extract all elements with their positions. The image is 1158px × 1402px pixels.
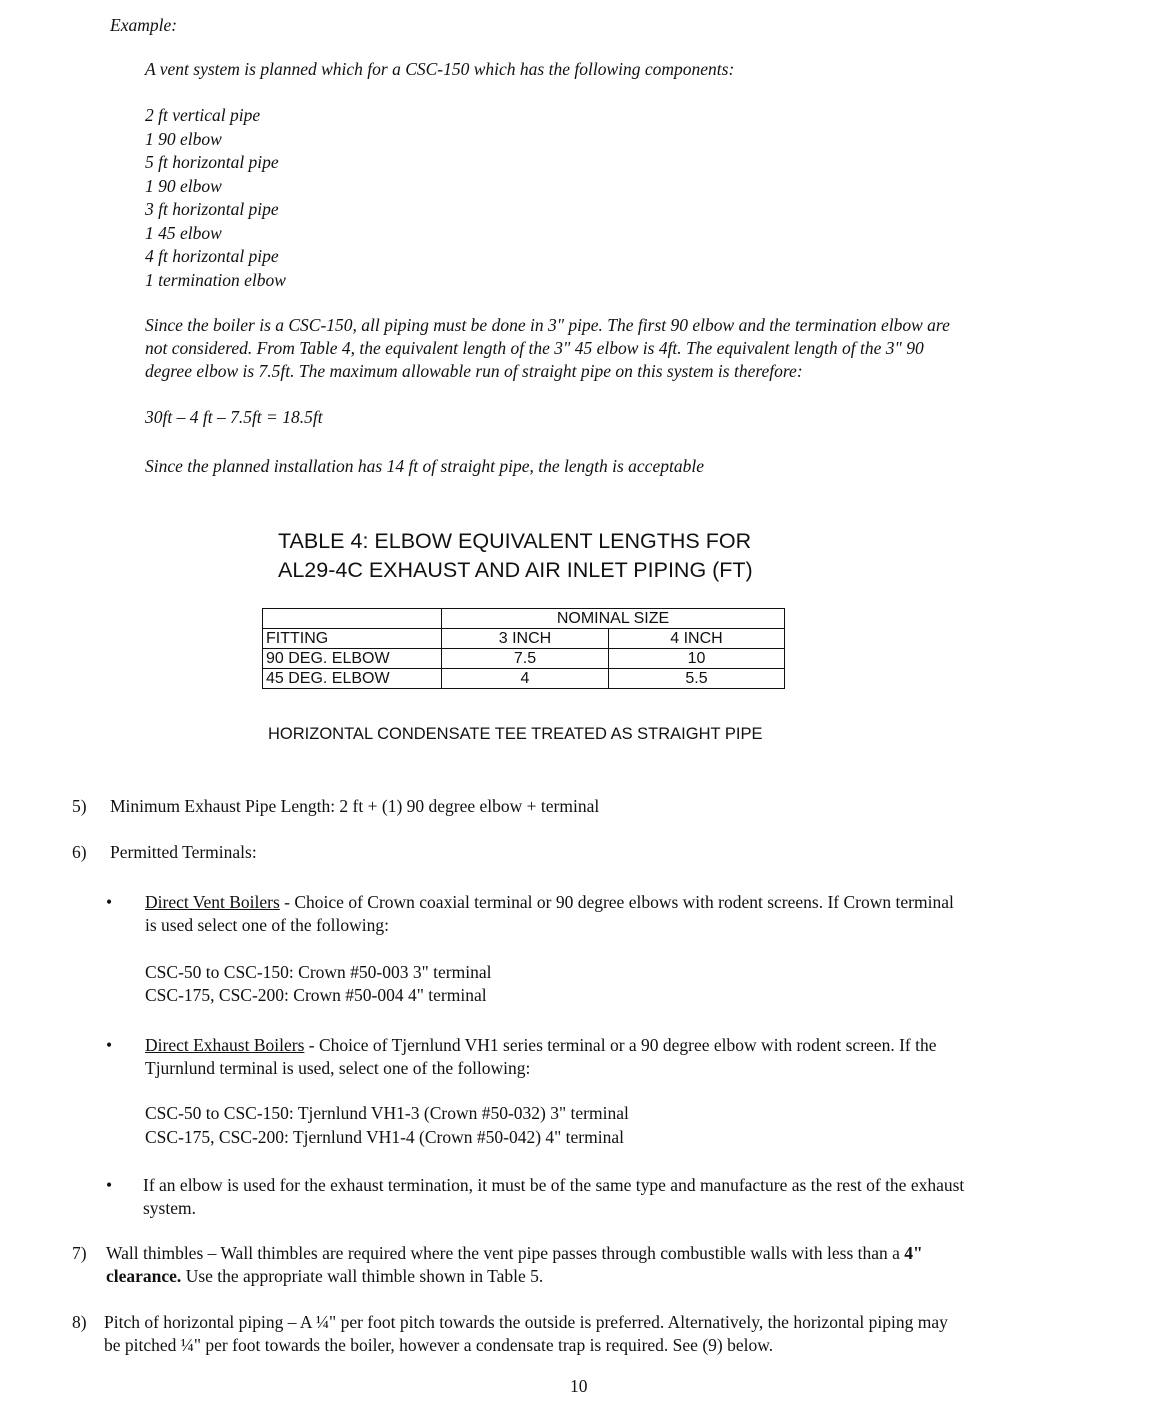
- example-intro: A vent system is planned which for a CSC-150 which has the following components:: [145, 59, 735, 79]
- item-number: 7): [72, 1243, 87, 1263]
- table-row: [263, 629, 785, 649]
- example-label: Example:: [110, 15, 178, 35]
- table-title-line: AL29-4C EXHAUST AND AIR INLET PIPING (FT): [278, 558, 753, 582]
- direct-vent-link: Direct Vent Boilers: [145, 892, 280, 912]
- item-number: 6): [72, 842, 87, 862]
- list-item: 1 90 elbow: [145, 128, 222, 149]
- table-note: HORIZONTAL CONDENSATE TEE TREATED AS STRAIGHT PIPE: [268, 725, 763, 743]
- elbow-table: [262, 608, 785, 689]
- table-cell: 10: [609, 649, 785, 669]
- list-item: 4 ft horizontal pipe: [145, 246, 279, 266]
- table-title-line: TABLE 4: ELBOW EQUIVALENT LENGTHS FOR: [278, 529, 752, 553]
- list-item: 2 ft vertical pipe: [145, 105, 261, 125]
- bullet-text: [145, 891, 954, 915]
- text: - Choice of Tjernlund VH1 series terminal or a 90 degree elbow with rodent screen. If the: [304, 1035, 937, 1055]
- direct-exhaust-link: Direct Exhaust Boilers: [145, 1035, 305, 1055]
- table-row: [263, 669, 785, 689]
- table-cell: 45 DEG. ELBOW: [263, 669, 442, 689]
- table-cell: 5.5: [609, 669, 785, 689]
- terminal-line: CSC-175, CSC-200: Crown #50-004 4" terminal: [145, 985, 487, 1005]
- item-text: Minimum Exhaust Pipe Length: 2 ft + (1) 90 degree elbow + terminal: [110, 796, 600, 816]
- list-item: 5 ft horizontal pipe: [145, 152, 279, 172]
- table-cell: 7.5: [442, 649, 609, 669]
- item-text: [106, 1242, 923, 1266]
- text: Use the appropriate wall thimble shown in Table 5.: [181, 1266, 544, 1286]
- text: - Choice of Crown coaxial terminal or 90 degree elbows with rodent screens. If Crown terminal: [279, 892, 954, 912]
- table-cell: 90 DEG. ELBOW: [263, 649, 442, 669]
- list-item: 3 ft horizontal pipe: [145, 199, 279, 219]
- group-header: NOMINAL SIZE: [442, 609, 785, 629]
- bullet-text: Tjurnlund terminal is used, select one of the following:: [145, 1058, 531, 1078]
- paragraph-line: Since the boiler is a CSC-150, all piping must be done in 3" pipe. The first 90 elbow and the termination elbow are: [145, 315, 950, 335]
- text: Wall thimbles – Wall thimbles are required where the vent pipe passes through combustible walls with less than a: [106, 1243, 905, 1263]
- terminal-line: CSC-50 to CSC-150: Tjernlund VH1-3 (Crown #50-032) 3" terminal: [145, 1103, 629, 1123]
- bullet-text: system.: [143, 1198, 196, 1218]
- list-item: 1 termination elbow: [145, 269, 286, 290]
- column-header: 4 INCH: [609, 629, 785, 649]
- formula: 30ft – 4 ft – 7.5ft = 18.5ft: [145, 407, 323, 427]
- table-row: [263, 649, 785, 669]
- bullet-text: If an elbow is used for the exhaust termination, it must be of the same type and manufacture as the rest of the exhaust: [143, 1175, 965, 1195]
- item-number: 8): [72, 1312, 87, 1332]
- bullet: •: [106, 1175, 113, 1195]
- bullet-text: is used select one of the following:: [145, 915, 389, 935]
- terminal-line: CSC-50 to CSC-150: Crown #50-003 3" terminal: [145, 962, 492, 982]
- paragraph-line: degree elbow is 7.5ft. The maximum allowable run of straight pipe on this system is therefore:: [145, 361, 803, 381]
- terminal-line: CSC-175, CSC-200: Tjernlund VH1-4 (Crown #50-042) 4" terminal: [145, 1127, 624, 1147]
- item-text: Permitted Terminals:: [110, 842, 257, 862]
- bullet: •: [106, 892, 113, 912]
- list-item: 1 90 elbow: [145, 175, 222, 196]
- item-text: Pitch of horizontal piping – A ¼" per foot pitch towards the outside is preferred. Alternatively, the horizontal piping may: [104, 1312, 948, 1332]
- text: clearance.: [106, 1266, 182, 1286]
- page-number: 10: [570, 1376, 588, 1396]
- table-cell: 4: [442, 669, 609, 689]
- text: 4": [904, 1243, 923, 1263]
- item-text: [106, 1265, 543, 1289]
- item-text: be pitched ¼" per foot towards the boiler, however a condensate trap is required. See (9) below.: [104, 1335, 774, 1355]
- paragraph-line: not considered. From Table 4, the equivalent length of the 3" 45 elbow is 4ft. The equivalent length of the 3" 90: [145, 338, 924, 358]
- column-header: 3 INCH: [442, 629, 609, 649]
- column-header: FITTING: [263, 629, 442, 649]
- conclusion: Since the planned installation has 14 ft of straight pipe, the length is acceptable: [145, 456, 704, 476]
- list-item: 1 45 elbow: [145, 222, 222, 243]
- item-number: 5): [72, 796, 87, 816]
- bullet: •: [106, 1035, 113, 1055]
- bullet-text: [145, 1034, 936, 1058]
